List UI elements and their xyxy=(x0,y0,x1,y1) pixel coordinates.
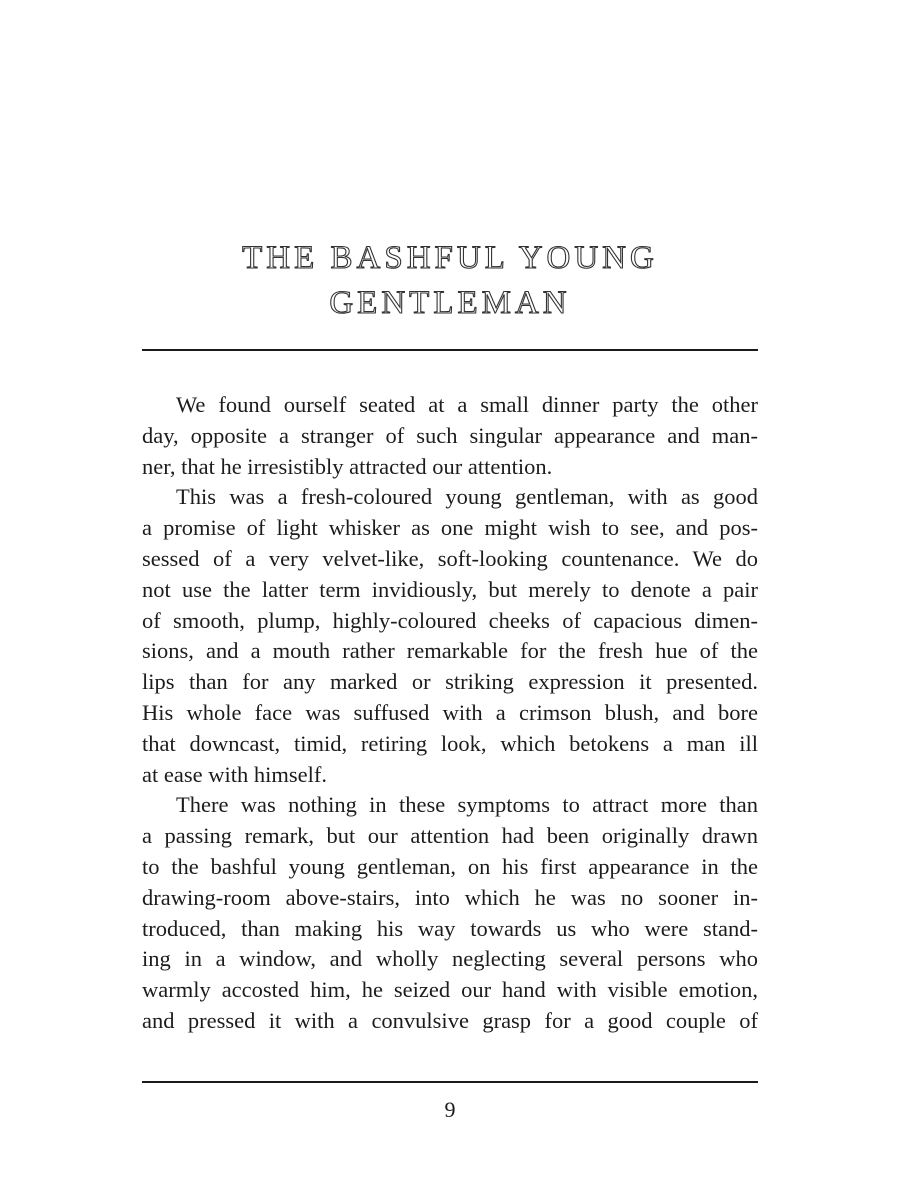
text-line: sions, and a mouth rather remarkable for the fresh hue of the xyxy=(142,638,758,664)
text-line: warmly accosted him, he seized our hand with visible emotion, xyxy=(142,977,758,1003)
text-line: troduced, than making his way towards us who were stand- xyxy=(142,915,758,941)
text-line: There was nothing in these symptoms to attract more than xyxy=(176,792,758,818)
paragraph xyxy=(142,482,758,790)
text-line: that downcast, timid, retiring look, which betokens a man ill xyxy=(142,730,758,756)
page-number: 9 xyxy=(444,1097,456,1122)
text-line: This was a fresh-coloured young gentleman, with as good xyxy=(176,484,758,510)
text-line: day, opposite a stranger of such singular appearance and man- xyxy=(142,422,758,448)
text-line: a promise of light whisker as one might wish to see, and pos- xyxy=(142,515,758,541)
text-line: We found ourself seated at a small dinner party the other xyxy=(176,392,758,417)
paragraph xyxy=(142,390,758,482)
text-line: His whole face was suffused with a crimson blush, and bore xyxy=(142,699,758,725)
text-line: drawing-room above-stairs, into which he was no sooner in- xyxy=(142,884,758,910)
text-line: to the bashful young gentleman, on his first appearance in the xyxy=(142,853,758,879)
body-text xyxy=(142,390,758,1037)
text-line: lips than for any marked or striking expression it presented. xyxy=(142,669,758,695)
chapter-title-line-2: GENTLEMAN xyxy=(329,285,571,321)
text-line: ing in a window, and wholly neglecting several persons who xyxy=(142,946,758,972)
paragraph xyxy=(142,790,758,1036)
text-line: a passing remark, but our attention had been originally drawn xyxy=(142,823,758,849)
chapter-title-line-1: THE BASHFUL YOUNG xyxy=(242,240,658,276)
text-line: at ease with himself. xyxy=(142,761,327,787)
text-line: not use the latter term invidiously, but merely to denote a pair xyxy=(142,576,758,602)
text-line: ner, that he irresistibly attracted our attention. xyxy=(142,453,553,479)
bottom-rule xyxy=(142,1081,758,1083)
top-rule xyxy=(142,349,758,351)
text-line: of smooth, plump, highly-coloured cheeks of capacious dimen- xyxy=(142,607,758,633)
text-line: sessed of a very velvet-like, soft-looking countenance. We do xyxy=(142,545,758,571)
chapter-title xyxy=(142,236,758,326)
text-line: and pressed it with a convulsive grasp for a good couple of xyxy=(142,1007,758,1033)
